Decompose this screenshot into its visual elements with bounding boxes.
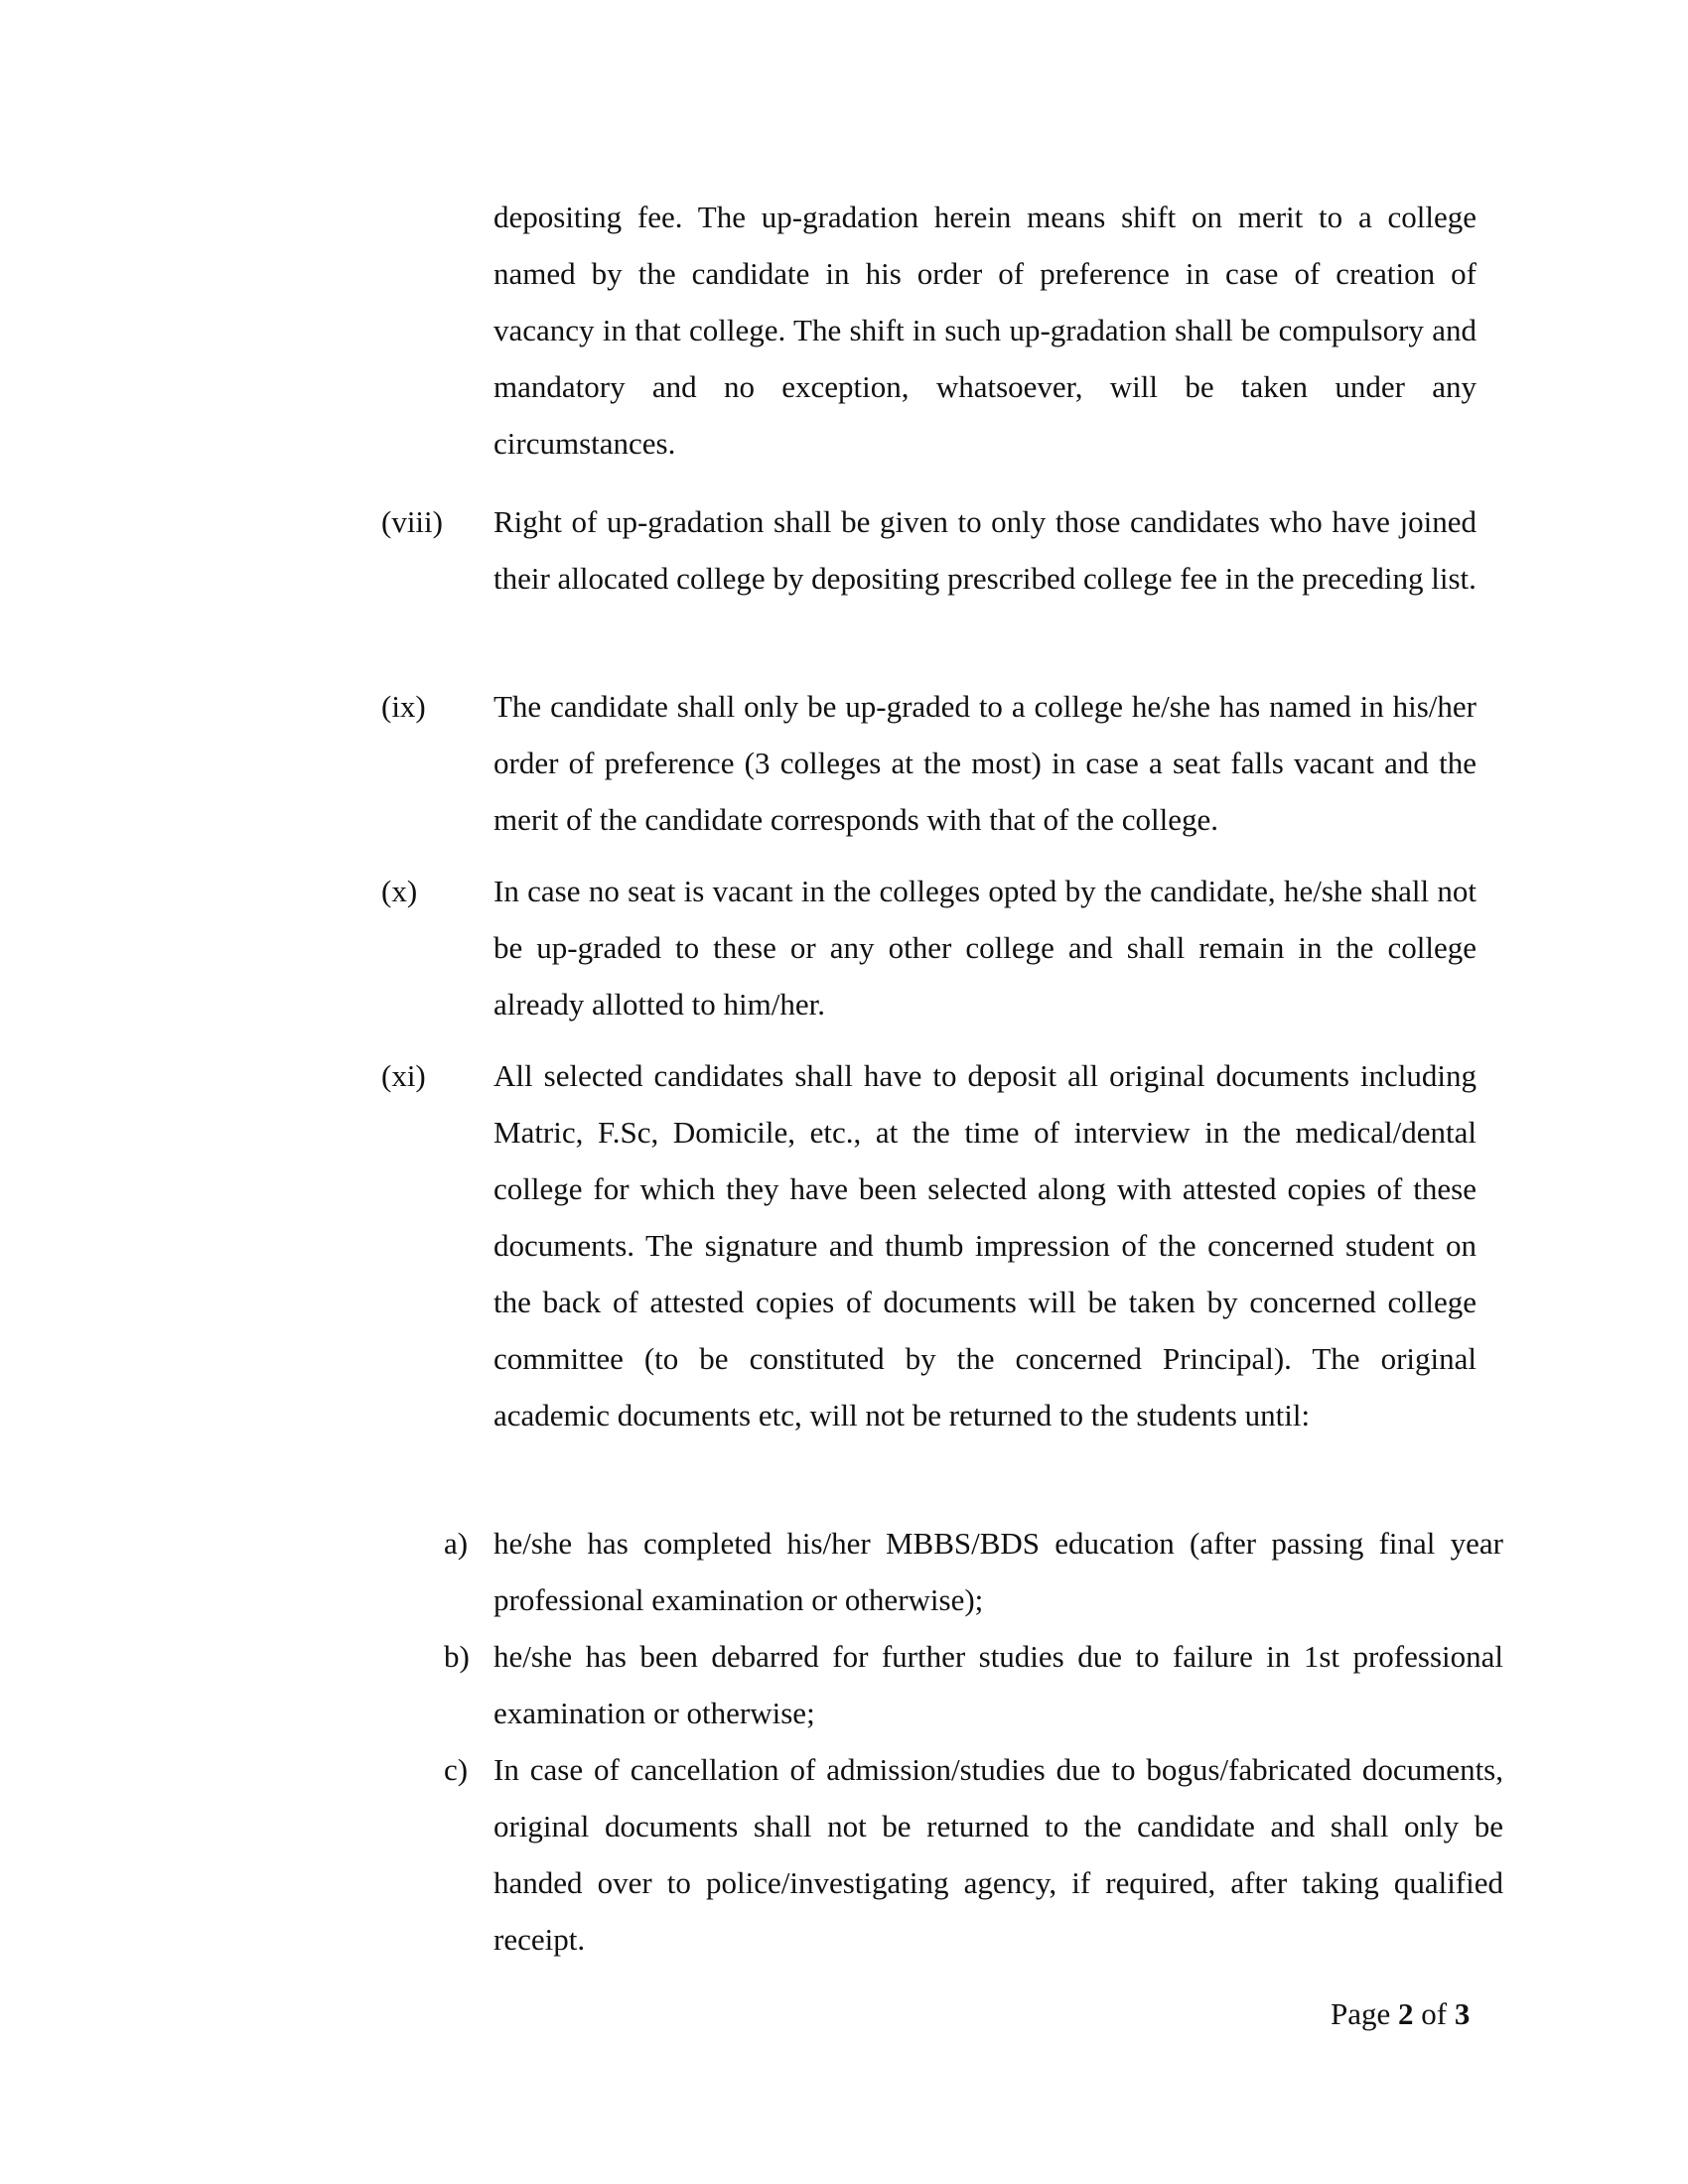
subitem-text-c: In case of cancellation of admission/studies due to bogus/fabricated documents, original documents shall not be returned to the candidate and shall only be handed over to police/investigating agency, if required, after taking qualified receipt. [493, 1752, 1503, 1957]
item-number-ix: (ix) [381, 689, 426, 724]
item-text-ix: The candidate shall only be up-graded to a college he/she has named in his/her order of preference (3 colleges at the most) in case a seat falls vacant and the merit of the candidate corresponds with that of the college. [493, 689, 1477, 837]
subitem-letter-c: c) [444, 1752, 469, 1787]
item-number-viii: (viii) [381, 504, 443, 539]
current-page-number: 2 [1398, 1996, 1414, 2031]
item-number-x: (x) [381, 874, 418, 908]
subitem-letter-a: a) [444, 1526, 469, 1561]
page-of-label: of [1413, 1996, 1455, 2031]
item-text-viii: Right of up-gradation shall be given to only those candidates who have joined their allocated college by depositing prescribed college fee in the preceding list. [493, 504, 1477, 596]
subitem-text-a: he/she has completed his/her MBBS/BDS education (after passing final year professional examination or otherwise); [493, 1526, 1503, 1617]
item-text-x: In case no seat is vacant in the colleges opted by the candidate, he/she shall not be up-graded to these or any other college and shall remain in the college already allotted to him/her. [493, 874, 1477, 1022]
item-text-xi: All selected candidates shall have to deposit all original documents including Matric, F.Sc, Domicile, etc., at the time of interview in the medical/dental college for which they have been selected along with attested copies of these documents. The signature and thumb impression of the concerned student on the back of attested copies of documents will be taken by concerned college committee (to be constituted by the concerned Principal). The original academic documents etc, will not be returned to the students until: [493, 1058, 1477, 1433]
item-number-xi: (xi) [381, 1058, 426, 1093]
continuation-paragraph: depositing fee. The up-gradation herein means shift on merit to a college named by the candidate in his order of preference in case of creation of vacancy in that college. The shift in such up-gradation shall be compulsory and mandatory and no exception, whatsoever, will be taken under any circumstances. [493, 200, 1477, 461]
page-label: Page [1331, 1996, 1399, 2031]
subitem-text-b: he/she has been debarred for further studies due to failure in 1st professional examination or otherwise; [493, 1639, 1503, 1730]
total-pages-number: 3 [1454, 1996, 1471, 2031]
subitem-letter-b: b) [444, 1639, 470, 1674]
page-number-footer [1331, 1985, 1479, 2042]
